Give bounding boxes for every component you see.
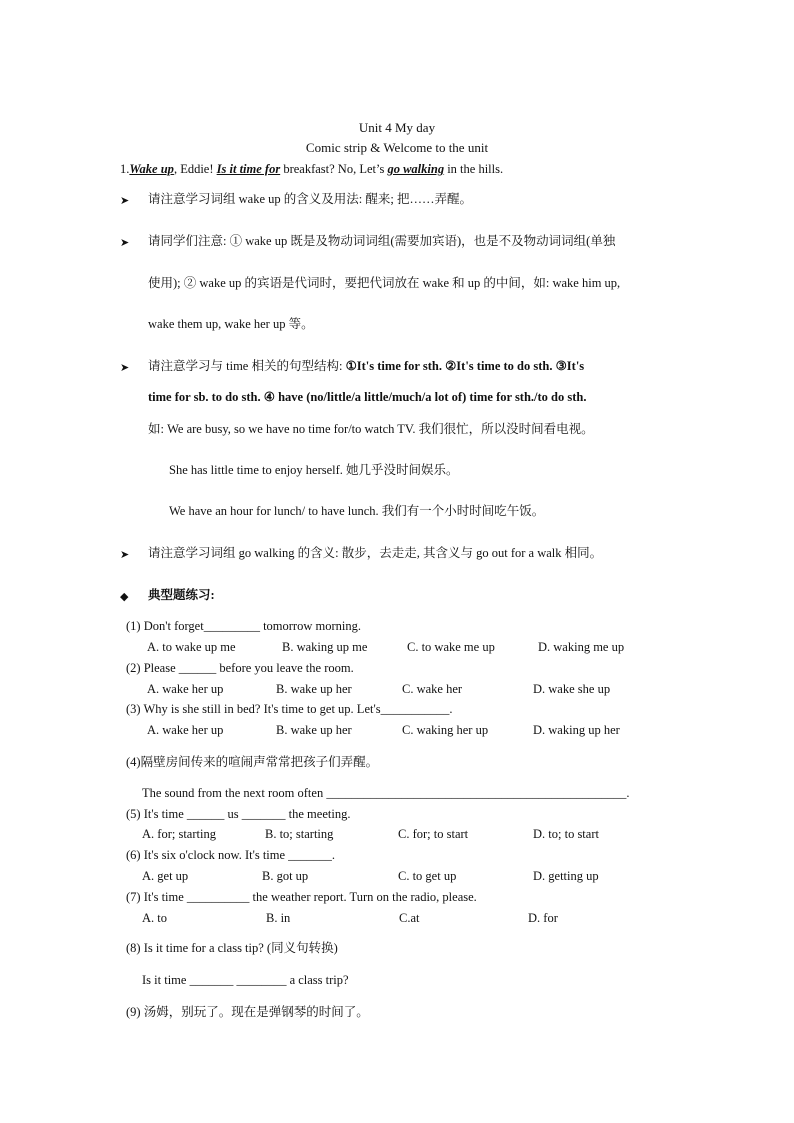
- option: A. wake her up: [147, 682, 224, 696]
- option: D. waking up her: [533, 723, 620, 737]
- sentence-1-text-b: breakfast? No, Let’s: [280, 162, 388, 176]
- example-1: 如: We are busy, so we have no time for/to watch TV. 我们很忙，所以没时间看电视。: [148, 422, 594, 436]
- phrase-is-it-time-for: Is it time for: [216, 162, 281, 176]
- option: A. wake her up: [147, 723, 224, 737]
- question-5-options: [0, 828, 794, 844]
- option: A. get up: [142, 869, 189, 883]
- arrowhead-bullet-icon: ➤: [120, 361, 130, 374]
- sentence-1: [120, 163, 503, 177]
- question-9: (9) 汤姆，别玩了。现在是弹钢琴的时间了。: [126, 1005, 369, 1019]
- option: B. waking up me: [282, 640, 368, 654]
- bullet-1-text: 请注意学习词组 wake up 的含义及用法: 醒来; 把……弄醒。: [148, 192, 472, 206]
- example-2: She has little time to enjoy herself. 她几乎没时间娱乐。: [169, 463, 459, 477]
- phrase-go-walking: go walking: [387, 162, 445, 176]
- example-3: We have an hour for lunch/ to have lunch. 我们有一个小时时间吃午饭。: [169, 504, 545, 518]
- question-8-answer-line: Is it time _______ ________ a class trip?: [142, 973, 349, 987]
- arrowhead-bullet-icon: ➤: [120, 194, 130, 207]
- arrowhead-bullet-icon: ➤: [120, 236, 130, 249]
- arrowhead-bullet-icon: ➤: [120, 548, 130, 561]
- option: D. for: [528, 911, 558, 925]
- option: B. wake up her: [276, 682, 352, 696]
- option: B. to; starting: [265, 827, 334, 841]
- option: A. for; starting: [142, 827, 216, 841]
- question-2-options: [0, 683, 794, 699]
- question-3: (3) Why is she still in bed? It's time to get up. Let's___________.: [126, 702, 453, 716]
- option: D. getting up: [533, 869, 599, 883]
- option: A. to wake up me: [147, 640, 236, 654]
- bullet-2-line-1: 请同学们注意: ① wake up 既是及物动词词组(需要加宾语)，也是不及物动词词组(单独: [148, 234, 616, 248]
- option: D. wake she up: [533, 682, 611, 696]
- bullet-2-line-3: wake them up, wake her up 等。: [148, 317, 314, 331]
- bullet-3-line-1: [148, 360, 584, 374]
- sentence-1-number: 1.: [120, 162, 130, 176]
- option: C. to wake me up: [407, 640, 495, 654]
- sentence-1-text-c: in the hills.: [444, 162, 504, 176]
- practice-heading: 典型题练习:: [148, 588, 215, 602]
- diamond-bullet-icon: ◆: [120, 590, 129, 603]
- question-1: (1) Don't forget_________ tomorrow morning.: [126, 619, 361, 633]
- question-8: (8) Is it time for a class tip? (同义句转换): [126, 941, 338, 955]
- option: A. to: [142, 911, 167, 925]
- option: D. waking me up: [538, 640, 625, 654]
- page-subtitle: Comic strip & Welcome to the unit: [305, 140, 489, 155]
- question-2: (2) Please ______ before you leave the room.: [126, 661, 354, 675]
- bullet-4-text: 请注意学习词组 go walking 的含义: 散步，去走走, 其含义与 go out for a walk 相同。: [148, 546, 603, 560]
- option: C. waking her up: [402, 723, 489, 737]
- question-5: (5) It's time ______ us _______ the meeting.: [126, 807, 351, 821]
- phrase-wake-up: Wake up: [129, 162, 174, 176]
- question-7-options: [0, 912, 794, 928]
- option: C.at: [399, 911, 420, 925]
- option: C. to get up: [398, 869, 457, 883]
- option: B. in: [266, 911, 291, 925]
- question-6: (6) It's six o'clock now. It's time _______.: [126, 848, 336, 862]
- option: B. wake up her: [276, 723, 352, 737]
- question-3-options: [0, 724, 794, 740]
- question-7: (7) It's time __________ the weather report. Turn on the radio, please.: [126, 890, 477, 904]
- sentence-1-text-a: , Eddie!: [173, 162, 217, 176]
- option: C. wake her: [402, 682, 463, 696]
- question-4-answer-line: The sound from the next room often ________________________________________________.: [142, 786, 630, 800]
- bullet-3-line-2: time for sb. to do sth. ④ have (no/little/a little/much/a lot of) time for sth./to do sth.: [148, 390, 587, 404]
- bullet-2-line-2: 使用); ② wake up 的宾语是代词时，要把代词放在 wake 和 up 的中间，如: wake him up,: [148, 276, 621, 290]
- page-title: Unit 4 My day: [358, 120, 436, 135]
- option: B. got up: [262, 869, 309, 883]
- option: C. for; to start: [398, 827, 469, 841]
- bullet-3-structures: ①It's time for sth. ②It's time to do sth. ③It's: [345, 359, 585, 373]
- question-6-options: [0, 870, 794, 886]
- question-4: (4)隔壁房间传来的喧闹声常常把孩子们弄醒。: [126, 755, 379, 769]
- question-1-options: [0, 641, 794, 657]
- bullet-3-line-1-intro: 请注意学习与 time 相关的句型结构:: [148, 359, 346, 373]
- option: D. to; to start: [533, 827, 599, 841]
